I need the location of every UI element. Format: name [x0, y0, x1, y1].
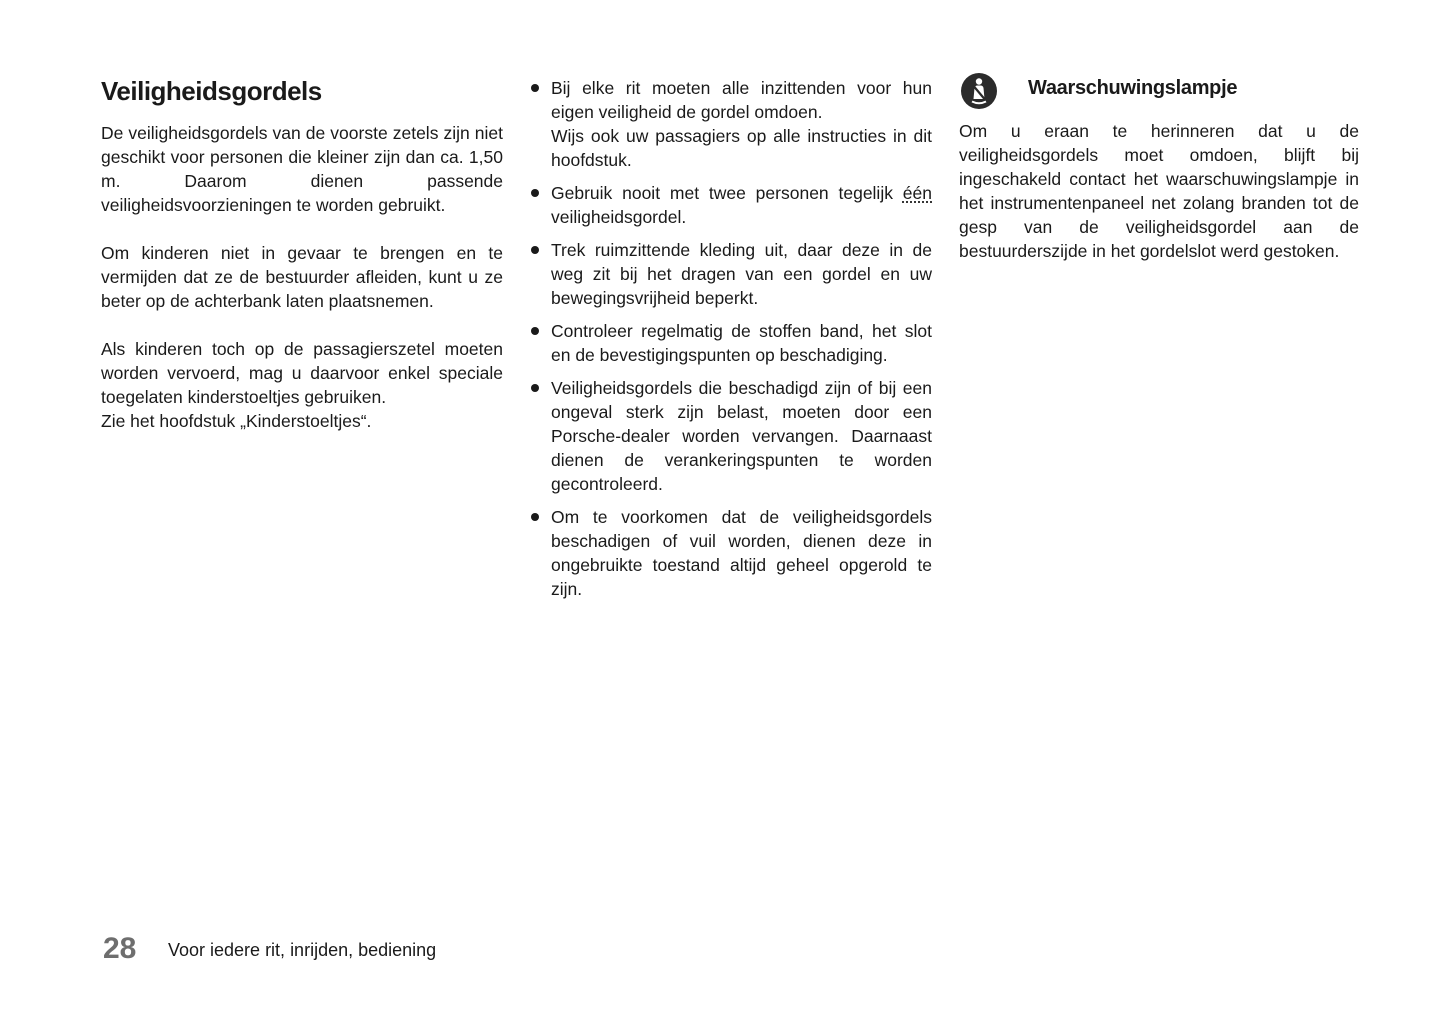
paragraph-see-chapter: Zie het hoofdstuk „Kinderstoeltjes“.	[101, 411, 372, 431]
list-item-text-pre: Gebruik nooit met twee personen tegelijk	[551, 183, 903, 203]
list-item-emphasis: één	[902, 183, 932, 203]
list-item	[528, 376, 932, 496]
list-item	[528, 505, 932, 601]
section-title: Veiligheidsgordels	[101, 76, 322, 106]
list-item-text: Veiligheidsgordels die beschadigd zijn of bij een ongeval sterk zijn belast, moeten door een Porsche-dealer worden vervangen. Daarnaast dienen de verankeringspunten te worden gecontroleerd.	[551, 378, 932, 494]
safety-instructions-list	[528, 76, 932, 610]
bullet-icon	[531, 84, 539, 92]
paragraph-warning-lamp: Om u eraan te herinneren dat u de veiligheidsgordels moet omdoen, blijft bij ingeschakeld contact het waarschuwingslampje in het instrumentenpaneel net zolang branden tot de gesp van de veiligheidsgordel aan de bestuurderszijde in het gordelslot werd gestoken.	[959, 121, 1359, 261]
paragraph-height-limit: De veiligheidsgordels van de voorste zetels zijn niet geschikt voor personen die kleiner zijn dan ca. 1,50 m. Daarom dienen passende veiligheidsvoorzieningen te worden gebruikt.	[101, 123, 503, 215]
list-item-text: Controleer regelmatig de stoffen band, het slot en de bevestigingspunten op beschadiging.	[551, 321, 932, 365]
bullet-icon	[531, 384, 539, 392]
list-item-text: Trek ruimzittende kleding uit, daar deze in de weg zit bij het dragen van een gordel en uw bewegingsvrijheid beperkt.	[551, 240, 932, 308]
chapter-title: Voor iedere rit, inrijden, bediening	[168, 940, 437, 960]
list-item-extra: Wijs ook uw passagiers op alle instructies in dit hoofdstuk.	[551, 126, 932, 170]
seatbelt-warning-icon	[960, 72, 998, 110]
warning-lamp-title: Waarschuwingslampje	[1028, 77, 1238, 99]
list-item	[528, 76, 932, 172]
list-item-text-post: veiligheidsgordel.	[551, 207, 687, 227]
list-item	[528, 238, 932, 310]
list-item-text: Bij elke rit moeten alle inzittenden voor hun eigen veiligheid de gordel omdoen.	[551, 78, 932, 122]
list-item	[528, 181, 932, 229]
bullet-icon	[531, 327, 539, 335]
paragraph-children-backseat: Om kinderen niet in gevaar te brengen en te vermijden dat ze de bestuurder afleiden, kunt u ze beter op de achterbank laten plaatsnemen.	[101, 243, 503, 311]
list-item	[528, 319, 932, 367]
paragraph-child-seats: Als kinderen toch op de passagierszetel moeten worden vervoerd, mag u daarvoor enkel speciale toegelaten kinderstoeltjes gebruiken.	[101, 339, 503, 407]
list-item-text: Om te voorkomen dat de veiligheidsgordels beschadigen of vuil worden, dienen deze in ongebruikte toestand altijd geheel opgerold te zijn.	[551, 507, 932, 599]
bullet-icon	[531, 513, 539, 521]
bullet-icon	[531, 189, 539, 197]
page-number: 28	[103, 932, 137, 965]
bullet-icon	[531, 246, 539, 254]
